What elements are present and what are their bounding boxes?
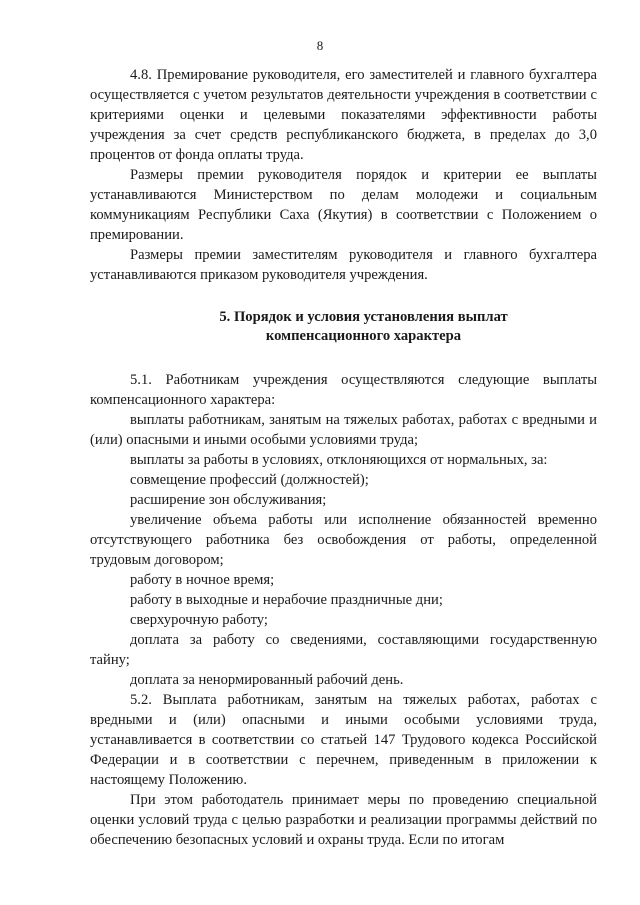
list-item-combined-professions: совмещение профессий (должностей); [130, 472, 369, 488]
section-5-heading [90, 308, 597, 346]
paragraph-special-assessment: При этом работодатель принимает меры по проведению специальной оценки условий труда с целью разработки и реализации программы действий по обеспечению безопасных условий и охраны труда. Если по итогам [90, 792, 597, 848]
list-item-abnormal-conditions: выплаты за работы в условиях, отклоняющихся от нормальных, за: [130, 452, 548, 468]
document-body [90, 65, 597, 850]
list-item-increased-workload: увеличение объема работы или исполнение обязанностей временно отсутствующего работника без освобождения от работы, определенной трудовым договором; [90, 512, 597, 568]
paragraph-4-8: 4.8. Премирование руководителя, его заместителей и главного бухгалтера осуществляется с учетом результатов деятельности учреждения в соответствии с критериями оценки и целевыми показателями эффективности работы учреждения за счет средств республиканского бюджета, в пределах до 3,0 процентов от фонда оплаты труда. [90, 67, 597, 163]
list-item-state-secret: доплата за работу со сведениями, составляющими государственную тайну; [90, 632, 597, 668]
list-item-holiday-work: работу в выходные и нерабочие праздничные дни; [130, 592, 443, 608]
list-item-hazardous-work: выплаты работникам, занятым на тяжелых работах, работах с вредными и (или) опасными и иными особыми условиями труда; [90, 412, 597, 448]
page-number: 8 [316, 38, 324, 53]
section-heading-line-1: 5. Порядок и условия установления выплат [219, 309, 508, 325]
paragraph-5-1: 5.1. Работникам учреждения осуществляются следующие выплаты компенсационного характера: [90, 372, 597, 408]
paragraph-5-2: 5.2. Выплата работникам, занятым на тяжелых работах, работах с вредными и (или) опасными и иными особыми условиями труда, устанавливается в соответствии со статьей 147 Трудового кодекса Российской Федерации и в соответствии с перечнем, приведенным в приложении к настоящему Положению. [90, 692, 597, 788]
paragraph-deputy-bonus: Размеры премии заместителям руководителя и главного бухгалтера устанавливаются приказом руководителя учреждения. [90, 247, 597, 283]
list-item-irregular-hours: доплата за ненормированный рабочий день. [130, 672, 404, 688]
list-item-service-zones: расширение зон обслуживания; [130, 492, 327, 508]
list-item-overtime: сверхурочную работу; [130, 612, 268, 628]
list-item-night-work: работу в ночное время; [130, 572, 275, 588]
paragraph-director-bonus: Размеры премии руководителя порядок и критерии ее выплаты устанавливаются Министерством по делам молодежи и социальным коммуникациям Республики Саха (Якутия) в соответствии с Положением о премировании. [90, 167, 597, 243]
section-heading-line-2: компенсационного характера [265, 328, 462, 344]
